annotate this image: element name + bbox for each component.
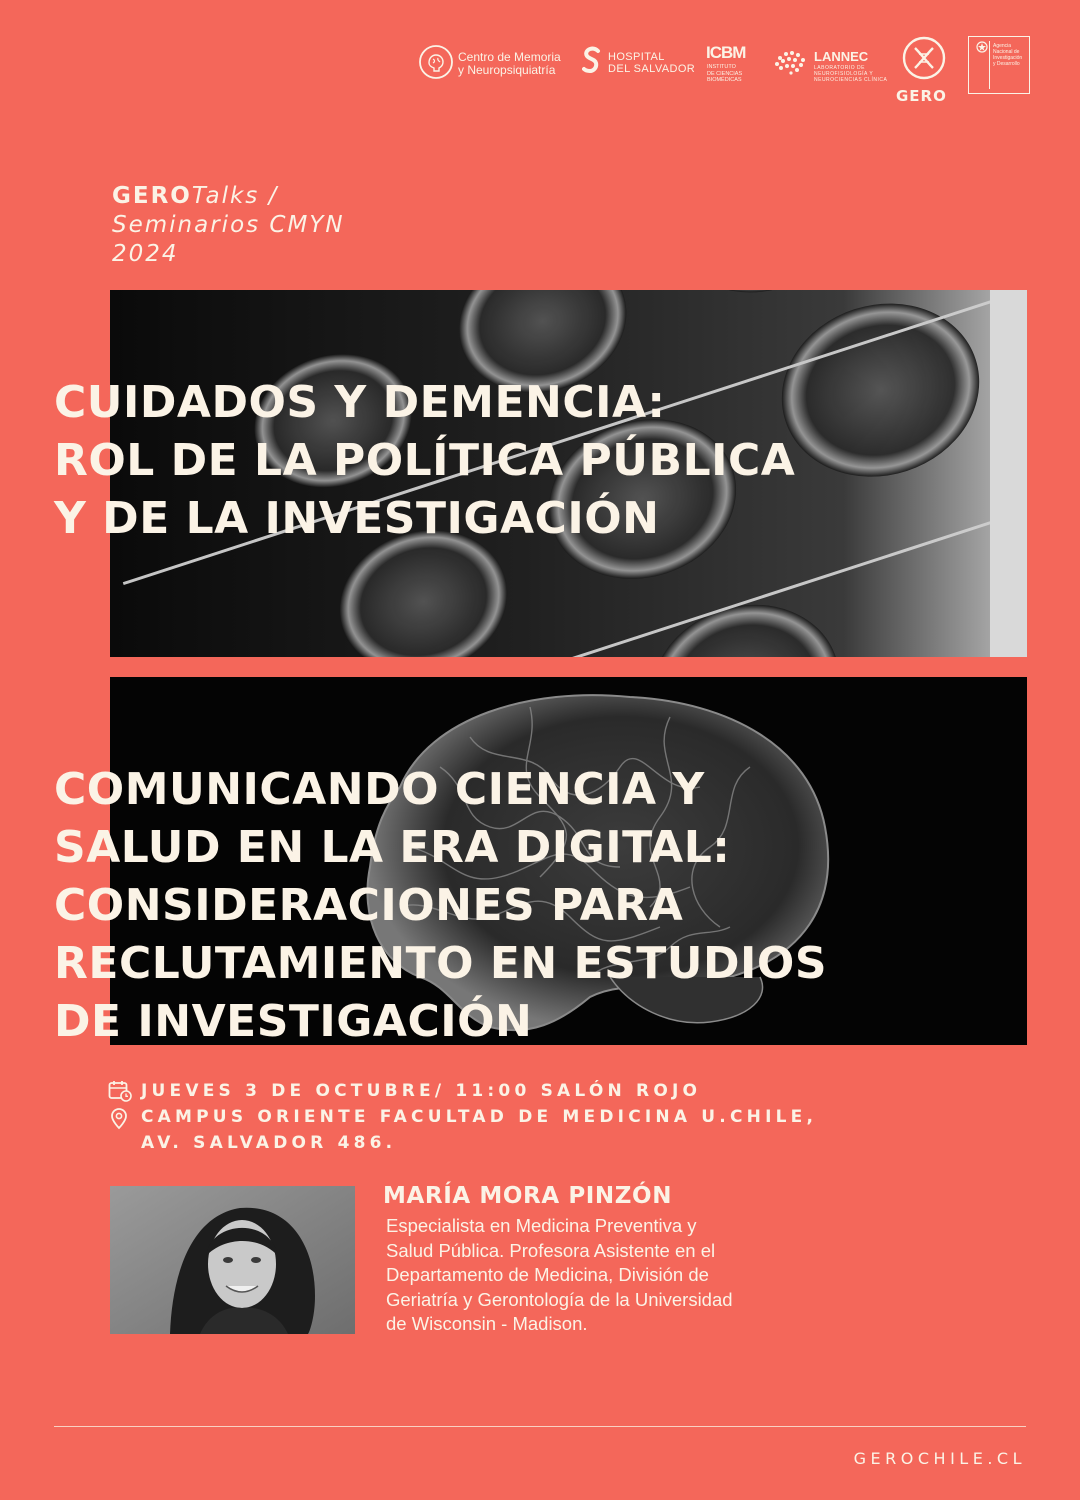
talk1-line1: CUIDADOS Y DEMENCIA: <box>54 377 666 428</box>
speaker-bio-line1: Especialista en Medicina Preventiva y <box>386 1215 697 1236</box>
footer-divider <box>54 1426 1026 1427</box>
partner-logos <box>418 34 1033 114</box>
cmyn-logo <box>418 44 568 84</box>
series-brand: GERO <box>112 183 192 209</box>
anid-line2: Nacional de <box>993 49 1020 55</box>
series-line3: 2024 <box>112 241 179 267</box>
lannec-line3: NEUROCIENCIAS CLÍNICA <box>814 77 888 83</box>
event-datetime: JUEVES 3 DE OCTUBRE/ 11:00 SALÓN ROJO <box>141 1081 702 1101</box>
hospital-line2: DEL SALVADOR <box>608 63 696 76</box>
talk2-line3: CONSIDERACIONES PARA <box>54 880 684 931</box>
dna-circle-icon <box>902 36 946 80</box>
speaker-bio <box>386 1214 816 1337</box>
anid-line4: y Desarrollo <box>993 61 1020 67</box>
event-location-line2: AV. SALVADOR 486. <box>141 1133 397 1153</box>
event-info <box>108 1078 817 1156</box>
talk1-line2: ROL DE LA POLÍTICA PÚBLICA <box>54 435 796 486</box>
lannec-logo <box>772 48 892 84</box>
icbm-icon: ICBM <box>706 43 746 62</box>
event-location-row <box>108 1104 817 1130</box>
icbm-line2: DE CIENCIAS <box>707 70 743 77</box>
anid-logo <box>968 36 1030 94</box>
talk2-line2: SALUD EN LA ERA DIGITAL: <box>54 822 731 873</box>
anid-line1: Agencia <box>993 43 1012 49</box>
talk2-line1: COMUNICANDO CIENCIA Y <box>54 764 705 815</box>
speaker-name: MARÍA MORA PINZÓN <box>383 1183 673 1209</box>
lannec-line1: LABORATORIO DE <box>814 65 865 71</box>
lannec-name: LANNEC <box>814 49 869 64</box>
series-line2: Seminarios CMYN <box>112 212 345 238</box>
event-location-line1: CAMPUS ORIENTE FACULTAD DE MEDICINA U.CHILE, <box>141 1107 818 1127</box>
speaker-photo <box>110 1186 355 1334</box>
speaker-bio-line3: Departamento de Medicina, División de <box>386 1264 709 1286</box>
talk1-line3: Y DE LA INVESTIGACIÓN <box>54 493 660 544</box>
gero-name: GERO <box>896 87 947 105</box>
anid-line3: Investigación <box>993 55 1023 61</box>
icbm-line1: INSTITUTO <box>707 64 736 70</box>
hospital-s-icon <box>582 46 602 76</box>
calendar-clock-icon <box>108 1080 132 1102</box>
series-talks: Talks / <box>191 183 279 209</box>
icbm-line3: BIOMÉDICAS <box>707 77 742 83</box>
event-datetime-row <box>108 1078 817 1104</box>
cmyn-line2: y Neuropsiquiatría <box>458 63 556 78</box>
icbm-logo <box>706 44 754 88</box>
location-pin-icon <box>108 1106 130 1130</box>
speaker-bio-line2: Salud Pública. Profesora Asistente en el <box>386 1239 716 1261</box>
gero-logo <box>896 36 956 110</box>
brain-circle-icon <box>418 44 454 80</box>
talk1-title <box>54 374 795 548</box>
lannec-brain-icon <box>772 48 810 78</box>
hospital-line1: HOSPITAL <box>608 51 665 63</box>
event-location-row2 <box>108 1130 817 1156</box>
speaker-bio-line5: de Wisconsin - Madison. <box>386 1313 588 1335</box>
cmyn-line1: Centro de Memoria <box>458 50 561 64</box>
talk2-line5: DE INVESTIGACIÓN <box>54 996 533 1047</box>
talk2-line4: RECLUTAMIENTO EN ESTUDIOS <box>54 938 828 989</box>
speaker-bio-line4: Geriatría y Gerontología de la Universidad <box>386 1288 733 1310</box>
talk2-title <box>54 761 827 1051</box>
website-link[interactable]: GEROCHILE.CL <box>853 1449 1026 1468</box>
hospital-logo <box>582 46 696 82</box>
series-label <box>112 182 345 269</box>
lannec-line2: NEUROFISIOLOGÍA Y <box>814 71 874 77</box>
